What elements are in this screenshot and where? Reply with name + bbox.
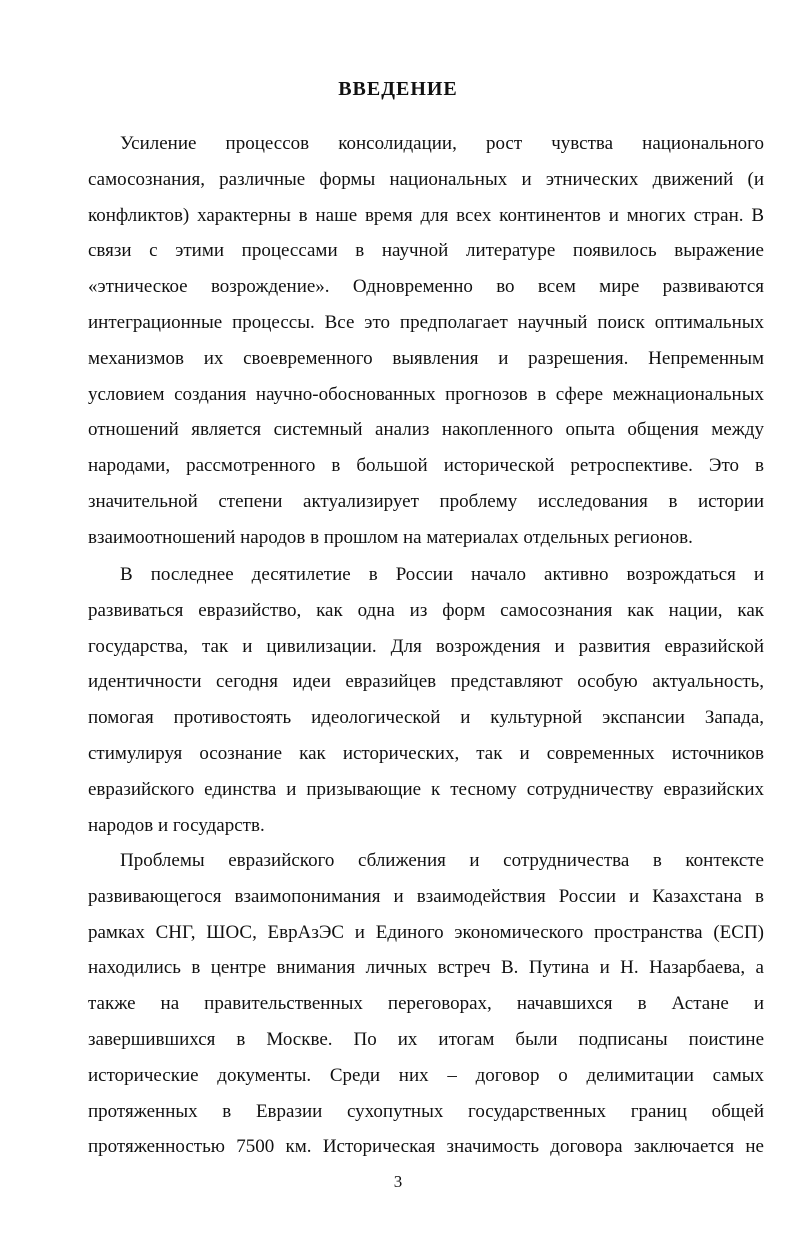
paragraph-line: взаимоотношений народов в прошлом на материалах отдельных регионов. (88, 526, 693, 548)
paragraph-line: рамках СНГ, ШОС, ЕврАзЭС и Единого экономического пространства (ЕСП) (88, 921, 764, 943)
paragraph-line: В последнее десятилетие в России начало активно возрождаться и (120, 564, 764, 585)
paragraph-2 (88, 557, 764, 843)
page-title: ВВЕДЕНИЕ (338, 78, 458, 100)
paragraph-line: интеграционные процессы. Все это предполагает научный поиск оптимальных (88, 311, 764, 333)
paragraph-line: завершившихся в Москве. По их итогам были подписаны поистине (88, 1028, 764, 1050)
paragraph-line: находились в центре внимания личных встреч В. Путина и Н. Назарбаева, а (88, 957, 764, 979)
paragraph-line: отношений является системный анализ накопленного опыта общения между (88, 419, 764, 441)
paragraph-line: евразийского единства и призывающие к тесному сотрудничеству евразийских (88, 778, 764, 800)
paragraph-line: значительной степени актуализирует проблему исследования в истории (88, 490, 764, 512)
paragraph-3 (88, 843, 764, 1165)
page-number: 3 (393, 1172, 403, 1191)
paragraph-line: механизмов их своевременного выявления и разрешения. Непременным (88, 347, 764, 369)
paragraph-line: идентичности сегодня идеи евразийцев представляют особую актуальность, (88, 671, 764, 693)
paragraph-line: также на правительственных переговорах, начавшихся в Астане и (88, 993, 764, 1015)
paragraph-line: Проблемы евразийского сближения и сотрудничества в контексте (120, 850, 764, 871)
paragraph-line: государства, так и цивилизации. Для возрождения и развития евразийской (88, 635, 764, 657)
paragraph-line: самосознания, различные формы национальных и этнических движений (и (88, 168, 764, 190)
paragraph-line: Усиление процессов консолидации, рост чувства национального (120, 133, 764, 154)
paragraph-line: развиваться евразийство, как одна из форм самосознания как нации, как (88, 599, 764, 621)
paragraph-line: условием создания научно-обоснованных прогнозов в сфере межнациональных (88, 383, 764, 405)
paragraph-line: народов и государств. (88, 814, 265, 836)
paragraph-line: народами, рассмотренного в большой исторической ретроспективе. Это в (88, 455, 764, 477)
paragraph-line: развивающегося взаимопонимания и взаимодействия России и Казахстана в (88, 885, 764, 907)
paragraph-1 (88, 126, 764, 556)
paragraph-line: связи с этими процессами в научной литературе появилось выражение (88, 240, 764, 262)
paragraph-line: стимулируя осознание как исторических, так и современных источников (88, 742, 764, 764)
paragraph-line: протяженных в Евразии сухопутных государственных границ общей (88, 1100, 764, 1122)
paragraph-line: помогая противостоять идеологической и культурной экспансии Запада, (88, 707, 764, 729)
paragraph-line: протяженностью 7500 км. Историческая значимость договора заключается не (88, 1136, 764, 1158)
paragraph-line: «этническое возрождение». Одновременно во всем мире развиваются (88, 276, 764, 298)
paragraph-line: конфликтов) характерны в наше время для всех континентов и многих стран. В (88, 204, 764, 226)
paragraph-line: исторические документы. Среди них – договор о делимитации самых (88, 1064, 764, 1086)
